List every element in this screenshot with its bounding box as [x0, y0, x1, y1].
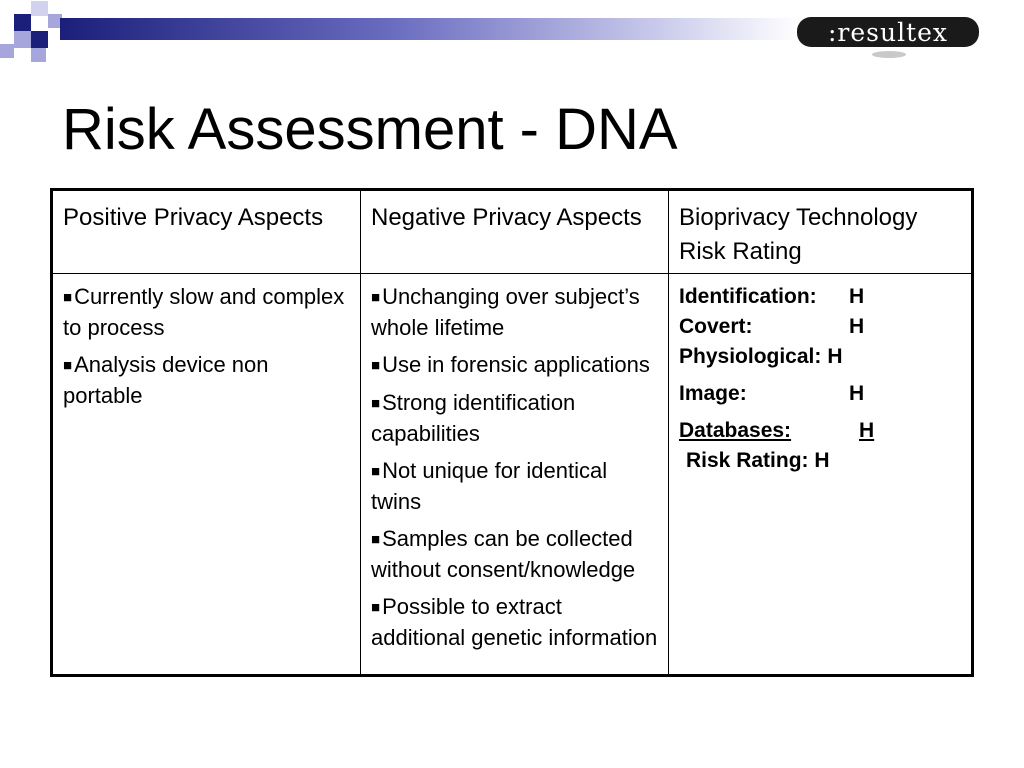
square-bullet-icon: ■	[63, 289, 73, 306]
corner-square	[14, 31, 31, 48]
rating-row	[679, 312, 961, 342]
corner-square	[0, 44, 14, 58]
list-item-text: Currently slow and complex to process	[63, 284, 345, 340]
rating-value: H	[827, 345, 843, 368]
corner-square	[31, 31, 48, 48]
table-row	[52, 274, 973, 676]
list-item-text: Strong identification capabilities	[371, 390, 576, 446]
rating-value: H	[859, 419, 875, 442]
list-item-text: Possible to extract additional genetic information	[371, 594, 658, 650]
negative-cell	[361, 274, 669, 676]
header-positive: Positive Privacy Aspects	[52, 190, 361, 274]
list-item-text: Use in forensic applications	[382, 352, 650, 377]
square-bullet-icon: ■	[63, 357, 73, 374]
corner-square	[31, 48, 46, 62]
list-item	[371, 350, 658, 381]
list-item-text: Unchanging over subject’s whole lifetime	[371, 284, 640, 340]
rating-label: Image:	[679, 382, 747, 405]
overall-risk-rating: Risk Rating: H	[686, 449, 830, 472]
rating-label: Physiological:	[679, 345, 822, 368]
square-bullet-icon: ■	[371, 599, 381, 616]
list-item	[63, 350, 350, 411]
square-bullet-icon: ■	[371, 357, 381, 374]
rating-label: Covert:	[679, 315, 753, 338]
list-item	[371, 456, 658, 517]
list-item	[371, 592, 658, 653]
negative-list	[371, 282, 658, 653]
risk-ratings	[679, 282, 961, 476]
rating-label: Identification:	[679, 285, 817, 308]
header-risk-rating: Bioprivacy Technology Risk Rating	[669, 190, 973, 274]
rating-row	[679, 379, 961, 409]
corner-square	[14, 14, 31, 31]
list-item	[63, 282, 350, 343]
list-item-text: Analysis device non portable	[63, 352, 269, 408]
table-header-row	[52, 190, 973, 274]
rating-label: Databases:	[679, 419, 792, 442]
logo-text: :resultex	[827, 17, 949, 47]
list-item	[371, 282, 658, 343]
list-item	[371, 388, 658, 449]
rating-value: H	[849, 285, 865, 308]
square-bullet-icon: ■	[371, 289, 381, 306]
risk-rating-cell	[669, 274, 973, 676]
page-title: Risk Assessment - DNA	[62, 97, 678, 162]
header-negative: Negative Privacy Aspects	[361, 190, 669, 274]
rating-value: H	[849, 315, 865, 338]
logo-shadow	[872, 51, 906, 58]
list-item-text: Samples can be collected without consent/knowledge	[371, 526, 636, 582]
rating-row	[679, 282, 961, 312]
square-bullet-icon: ■	[371, 395, 381, 412]
square-bullet-icon: ■	[371, 463, 381, 480]
rating-row	[679, 342, 961, 372]
list-item-text: Not unique for identical twins	[371, 458, 608, 514]
list-item	[371, 524, 658, 585]
positive-list	[63, 282, 350, 411]
positive-cell	[52, 274, 361, 676]
header-gradient-bar	[60, 18, 800, 40]
rating-value: H	[849, 382, 865, 405]
corner-square	[31, 1, 48, 16]
risk-table	[50, 188, 974, 677]
resultex-logo	[797, 17, 979, 47]
square-bullet-icon: ■	[371, 531, 381, 548]
rating-row	[679, 416, 961, 446]
